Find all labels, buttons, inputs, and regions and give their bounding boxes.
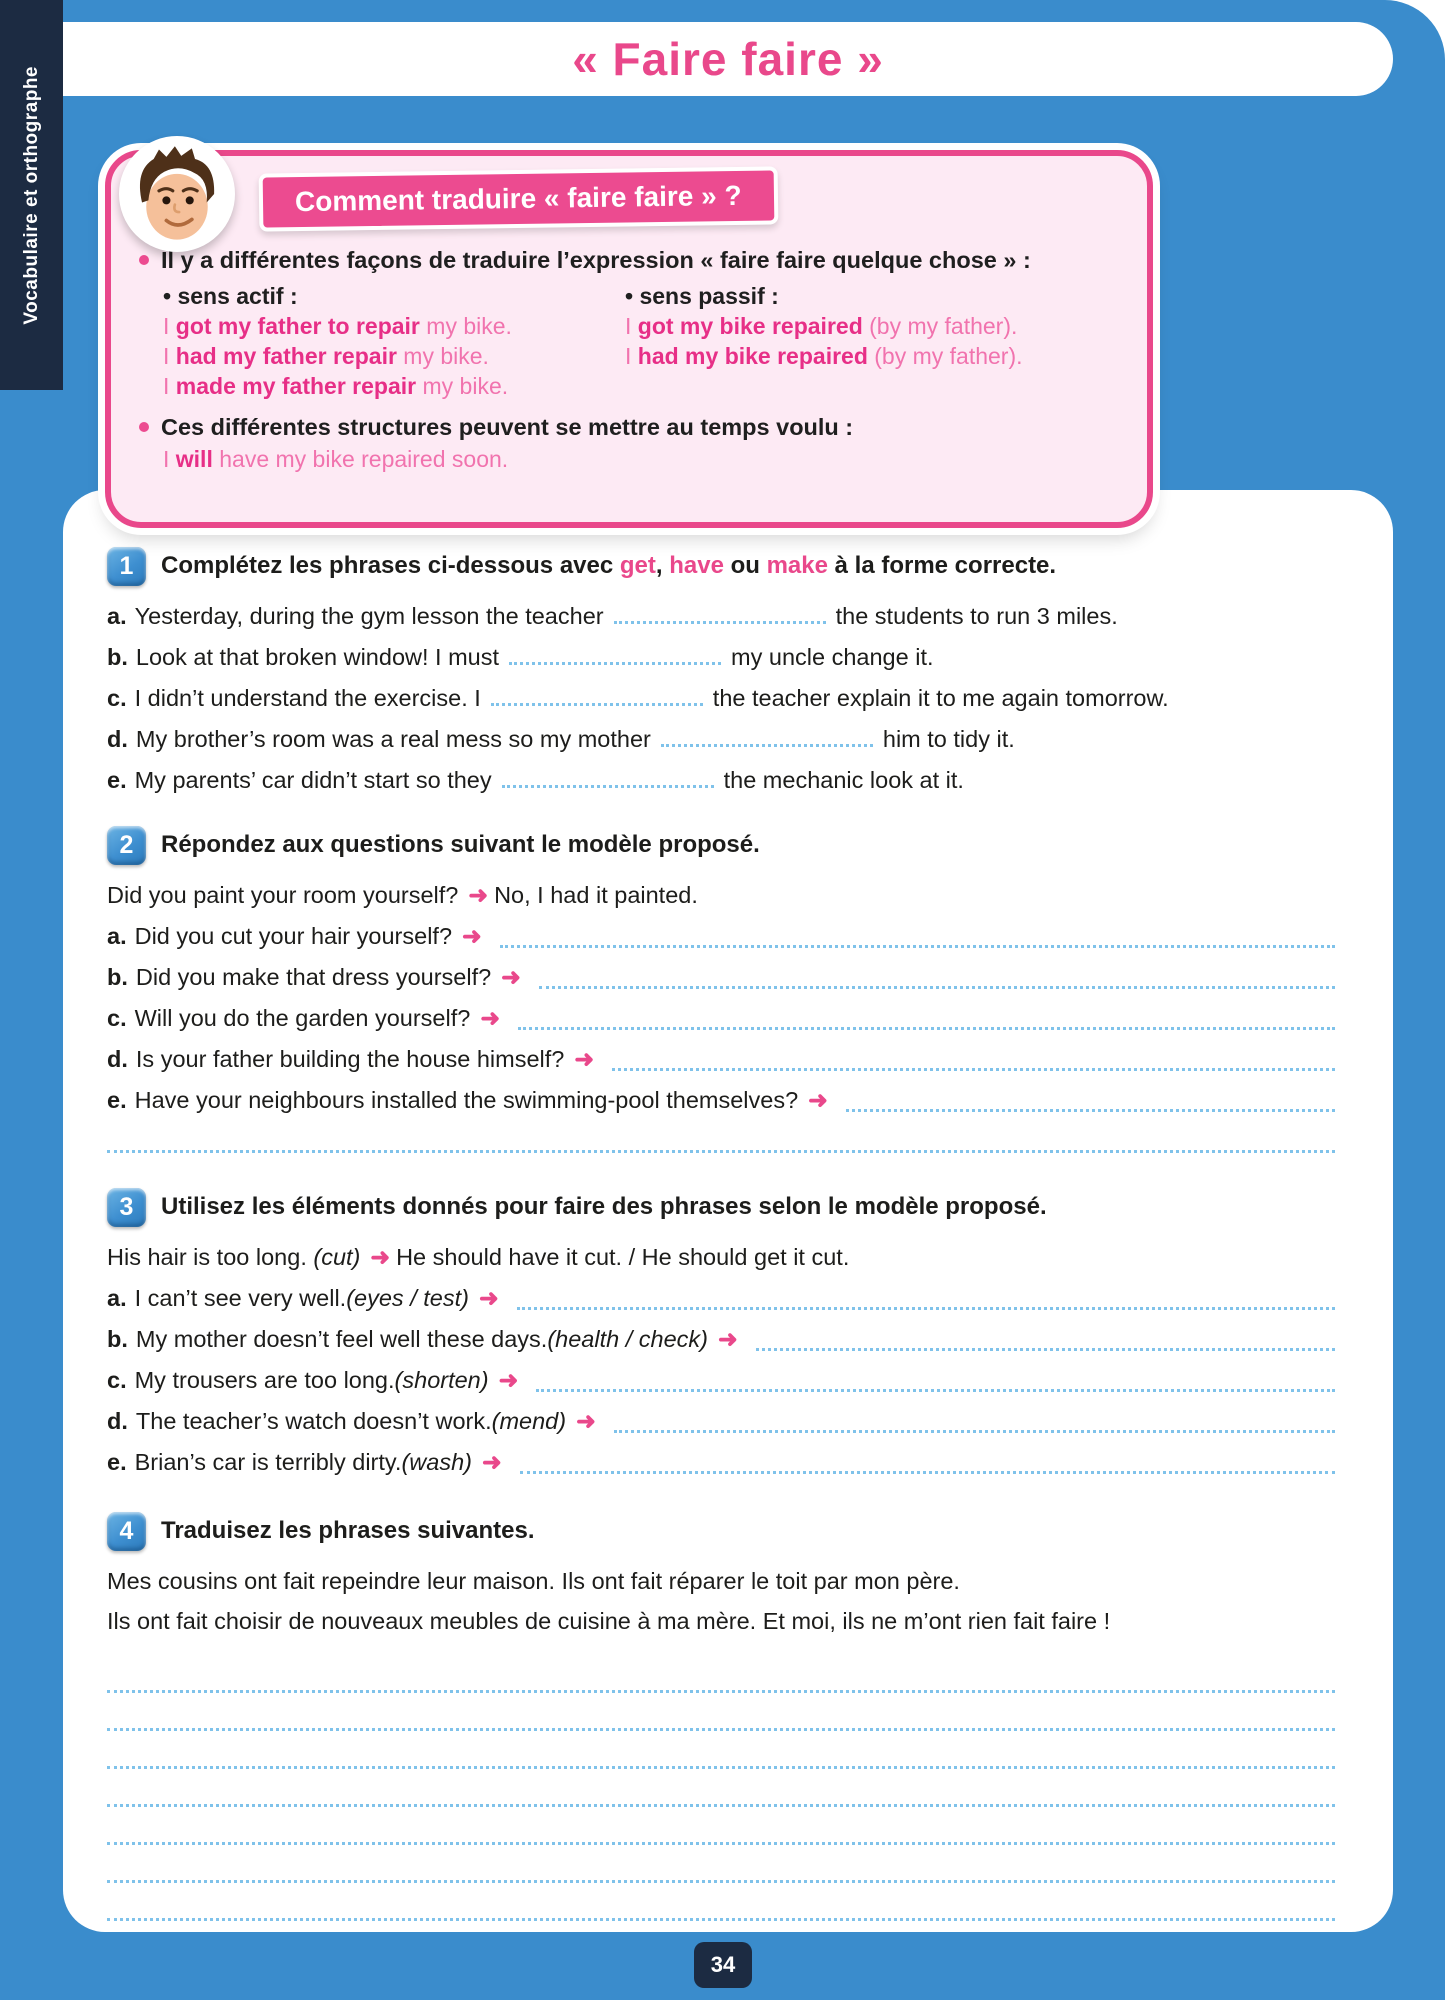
- item-letter: b.: [107, 1326, 128, 1352]
- exercise2-item-c: [107, 998, 1335, 1039]
- example-bold: got my bike repaired: [637, 313, 863, 339]
- exercise3-item-c: [107, 1360, 1335, 1401]
- example-line: [163, 311, 625, 341]
- exercise-number-badge: 1: [107, 547, 146, 586]
- exercise2-section: [107, 825, 1335, 1153]
- translation-sentence: Mes cousins ont fait repeindre leur maison. Ils ont fait réparer le toit par mon père.: [107, 1568, 960, 1594]
- active-voice-column: [163, 281, 625, 401]
- example-bold: had my father repair: [175, 343, 397, 369]
- answer-line: [107, 1845, 1335, 1883]
- example-question: Did you paint your room yourself?: [107, 882, 459, 908]
- arrow-icon: ➜: [718, 1326, 738, 1352]
- item-text: The teacher’s watch doesn’t work.: [135, 1408, 492, 1434]
- exercise3-header: [107, 1187, 1335, 1227]
- item-letter: d.: [107, 726, 128, 752]
- item-letter: c.: [107, 1005, 127, 1031]
- item-text: Brian’s car is terribly dirty.: [134, 1449, 402, 1475]
- answer-line: [107, 1655, 1335, 1693]
- item-letter: b.: [107, 964, 128, 990]
- lesson-banner: Comment traduire « faire faire » ?: [259, 166, 778, 231]
- exercise1-item-b: [107, 637, 1335, 678]
- header-bar: [63, 22, 1393, 96]
- exercise1-title: [161, 552, 1056, 580]
- answer-line: [107, 1121, 1335, 1153]
- title-segment-highlight: make: [766, 552, 828, 579]
- answer-line: [107, 1883, 1335, 1921]
- exercise3-item-e: [107, 1442, 1335, 1483]
- example-pre: I: [163, 446, 176, 472]
- lesson-tense-note: Ces différentes structures peuvent se mettre au temps voulu :: [161, 414, 854, 440]
- title-segment-highlight: get: [619, 552, 656, 579]
- item-question: Did you cut your hair yourself?: [134, 923, 453, 949]
- exercise2-item-a: [107, 916, 1335, 957]
- item-text-before: I didn’t understand the exercise. I: [134, 685, 481, 711]
- example-answer: No, I had it painted.: [494, 882, 698, 908]
- exercise2-item-e: [107, 1080, 1335, 1121]
- boy-avatar-icon: [119, 136, 235, 252]
- item-text-after: the teacher explain it to me again tomorrow.: [712, 685, 1169, 711]
- answer-blank: [520, 1471, 1335, 1474]
- example-post: my bike.: [419, 313, 512, 339]
- item-hint: (wash): [401, 1449, 472, 1475]
- item-letter: c.: [107, 1367, 127, 1393]
- arrow-icon: ➜: [478, 1285, 499, 1311]
- item-hint: (eyes / test): [346, 1285, 469, 1311]
- translation-sentence: Ils ont fait choisir de nouveaux meubles de cuisine à ma mère. Et moi, ils ne m’ont rien fait faire !: [107, 1608, 1111, 1634]
- answer-lines-area: [107, 1655, 1335, 1921]
- example-pre: I: [163, 343, 176, 369]
- exercise2-item-b: [107, 957, 1335, 998]
- exercise4-section: [107, 1511, 1335, 1921]
- arrow-icon: ➜: [370, 1244, 391, 1270]
- example-post: have my bike repaired soon.: [212, 446, 509, 472]
- item-text-before: Yesterday, during the gym lesson the teacher: [134, 603, 604, 629]
- tense-example-line: [163, 444, 1111, 474]
- exercise4-title: Traduisez les phrases suivantes.: [161, 1517, 535, 1544]
- exercise1-item-e: [107, 760, 1335, 801]
- example-line: [625, 311, 1023, 341]
- exercise1-item-c: [107, 678, 1335, 719]
- exercise3-example: [107, 1237, 1335, 1278]
- exercise2-item-d: [107, 1039, 1335, 1080]
- bullet-icon: [139, 422, 149, 432]
- exercise3-title: Utilisez les éléments donnés pour faire des phrases selon le modèle proposé.: [161, 1193, 1047, 1220]
- example-line: [163, 341, 625, 371]
- item-letter: d.: [107, 1046, 128, 1072]
- answer-blank: [756, 1348, 1335, 1351]
- exercise2-example: [107, 875, 1335, 916]
- exercise2-title: Répondez aux questions suivant le modèle proposé.: [161, 831, 760, 858]
- item-hint: (mend): [491, 1408, 567, 1434]
- example-line: [163, 371, 625, 401]
- exercise1-section: [107, 546, 1335, 801]
- example-bold: had my bike repaired: [637, 343, 868, 369]
- passive-voice-heading: • sens passif :: [625, 283, 779, 309]
- example-post: my bike.: [396, 343, 489, 369]
- active-voice-heading: • sens actif :: [163, 283, 298, 309]
- exercise3-item-b: [107, 1319, 1335, 1360]
- exercise1-header: [107, 546, 1335, 586]
- item-text-after: the mechanic look at it.: [723, 767, 964, 793]
- page-number-badge: [694, 1942, 752, 1988]
- answer-blank: [539, 986, 1335, 989]
- lesson-tense-bullet: [139, 413, 1111, 442]
- exercise-number-badge: 3: [107, 1188, 146, 1227]
- example-post: (by my father).: [867, 343, 1023, 369]
- page-number: 34: [710, 1952, 736, 1977]
- answer-blank: [500, 945, 1335, 948]
- arrow-icon: ➜: [501, 964, 521, 990]
- example-pre: I: [163, 373, 176, 399]
- example-bold: will: [175, 446, 213, 472]
- answer-blank: [612, 1068, 1335, 1071]
- item-letter: d.: [107, 1408, 128, 1434]
- bullet-icon: [139, 255, 149, 265]
- item-hint: (shorten): [394, 1367, 489, 1393]
- arrow-icon: ➜: [481, 1449, 502, 1475]
- example-pre: I: [163, 313, 176, 339]
- exercise4-header: [107, 1511, 1335, 1551]
- title-segment: Complétez les phrases ci-dessous avec: [161, 552, 620, 579]
- item-letter: b.: [107, 644, 128, 670]
- item-text: My mother doesn’t feel well these days.: [135, 1326, 548, 1352]
- answer-line: [107, 1693, 1335, 1731]
- answer-blank: [517, 1307, 1335, 1310]
- arrow-icon: ➜: [468, 882, 489, 908]
- item-text: My trousers are too long.: [134, 1367, 395, 1393]
- example-pre: I: [625, 343, 638, 369]
- example-bold: got my father to repair: [175, 313, 420, 339]
- item-question: Will you do the garden yourself?: [134, 1005, 471, 1031]
- answer-blank: [536, 1389, 1335, 1392]
- item-text-after: the students to run 3 miles.: [835, 603, 1118, 629]
- example-hint: (cut): [313, 1244, 361, 1270]
- item-question: Is your father building the house himself?: [135, 1046, 565, 1072]
- arrow-icon: ➜: [498, 1367, 519, 1393]
- exercise-number-badge: 4: [107, 1512, 146, 1551]
- arrow-icon: ➜: [808, 1087, 828, 1113]
- answer-blank: [614, 1430, 1335, 1433]
- item-letter: c.: [107, 685, 127, 711]
- answer-line: [107, 1769, 1335, 1807]
- item-question: Did you make that dress yourself?: [135, 964, 492, 990]
- exercise-number-badge: 2: [107, 826, 146, 865]
- answer-blank: [502, 775, 714, 788]
- item-letter: e.: [107, 767, 127, 793]
- example-answer: He should have it cut. / He should get it cut.: [396, 1244, 850, 1270]
- exercise3-item-a: [107, 1278, 1335, 1319]
- item-letter: a.: [107, 1285, 127, 1311]
- item-letter: e.: [107, 1449, 127, 1475]
- example-pre: I: [625, 313, 638, 339]
- arrow-icon: ➜: [574, 1046, 595, 1072]
- title-segment: ou: [723, 552, 767, 579]
- exercise3-section: [107, 1187, 1335, 1483]
- answer-line: [107, 1731, 1335, 1769]
- title-segment: à la forme correcte.: [827, 552, 1057, 579]
- title-segment: ,: [655, 552, 670, 579]
- lesson-box: [105, 150, 1153, 528]
- example-text: His hair is too long.: [107, 1244, 314, 1270]
- exercise1-item-a: [107, 596, 1335, 637]
- worksheet-panel: [63, 490, 1393, 1932]
- exercise2-header: [107, 825, 1335, 865]
- answer-blank: [509, 652, 721, 665]
- answer-line: [107, 1807, 1335, 1845]
- page-title: « Faire faire »: [572, 33, 884, 85]
- example-post: (by my father).: [862, 313, 1018, 339]
- item-question: Have your neighbours installed the swimming-pool themselves?: [134, 1087, 799, 1113]
- answer-blank: [846, 1109, 1335, 1112]
- answer-blank: [661, 734, 873, 747]
- example-line: [625, 341, 1023, 371]
- lesson-columns: [163, 281, 1111, 401]
- answer-blank: [614, 611, 826, 624]
- item-text-before: Look at that broken window! I must: [135, 644, 500, 670]
- item-text-before: My brother’s room was a real mess so my mother: [135, 726, 651, 752]
- sidebar-tab: [0, 0, 63, 390]
- item-text-after: him to tidy it.: [882, 726, 1015, 752]
- exercise3-item-d: [107, 1401, 1335, 1442]
- answer-blank: [518, 1027, 1335, 1030]
- item-text: I can’t see very well.: [134, 1285, 347, 1311]
- item-text-before: My parents’ car didn’t start so they: [134, 767, 492, 793]
- item-hint: (health / check): [547, 1326, 708, 1352]
- title-segment-highlight: have: [669, 552, 724, 579]
- item-text-after: my uncle change it.: [731, 644, 934, 670]
- sidebar-label: Vocabulaire et orthographe: [20, 65, 42, 325]
- exercise1-item-d: [107, 719, 1335, 760]
- example-post: my bike.: [416, 373, 509, 399]
- answer-blank: [491, 693, 703, 706]
- item-letter: e.: [107, 1087, 127, 1113]
- arrow-icon: ➜: [576, 1408, 596, 1434]
- passive-voice-column: [625, 281, 1023, 401]
- item-letter: a.: [107, 603, 127, 629]
- example-bold: made my father repair: [175, 373, 417, 399]
- lesson-intro-text: Il y a différentes façons de traduire l’expression « faire faire quelque chose » :: [161, 247, 1031, 273]
- arrow-icon: ➜: [462, 923, 482, 949]
- item-letter: a.: [107, 923, 127, 949]
- arrow-icon: ➜: [480, 1005, 501, 1031]
- lesson-intro-bullet: [139, 246, 1111, 275]
